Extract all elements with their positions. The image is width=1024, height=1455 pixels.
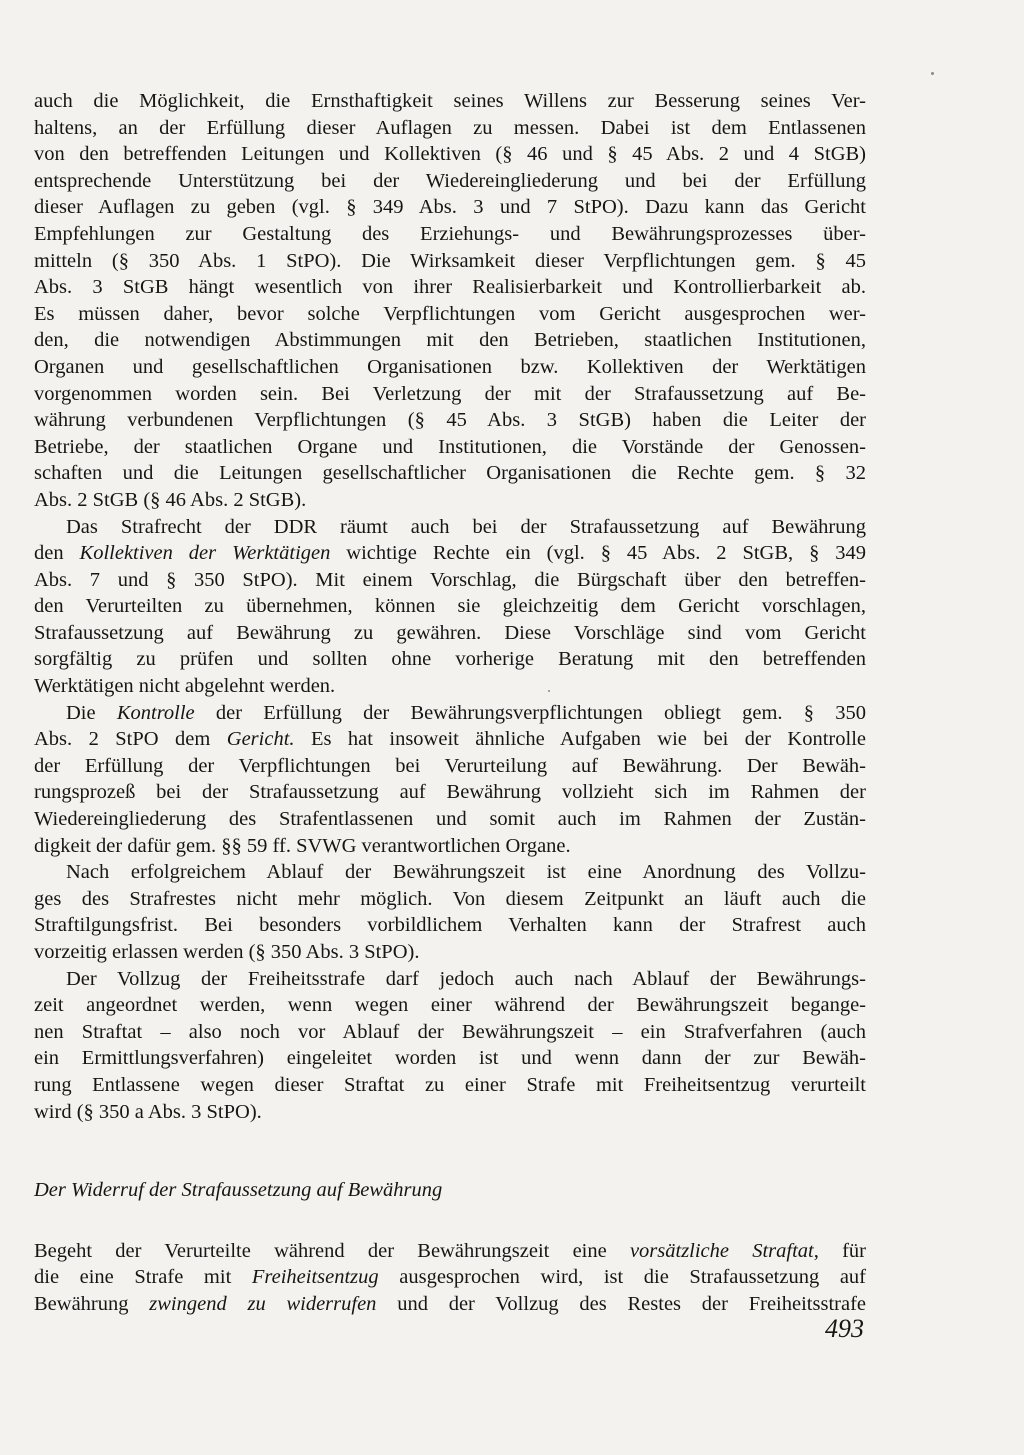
text-line	[34, 540, 866, 567]
text-run: ausgesprochen wird, ist die Strafaussetzung auf	[378, 1266, 866, 1289]
text-run: Abs. 2 StPO dem	[34, 728, 227, 751]
text-line: vorzeitig erlassen werden (§ 350 Abs. 3 StPO).	[34, 941, 420, 963]
text-line: sorgfältig zu prüfen und sollten ohne vorherige Beratung mit den betreffenden	[34, 648, 866, 671]
emphasis-text: Kollektiven der Werktätigen	[79, 542, 331, 565]
text-line: von den betreffenden Leitungen und Kollektiven (§ 46 und § 45 Abs. 2 und 4 StGB)	[34, 143, 866, 166]
emphasis-text: zwingend zu widerrufen	[149, 1292, 377, 1315]
text-line: zeit angeordnet werden, wenn wegen einer während der Bewährungszeit begange-	[34, 994, 866, 1017]
emphasis-text: Gericht.	[226, 728, 295, 751]
text-line: Abs. 2 StGB (§ 46 Abs. 2 StGB).	[34, 488, 307, 511]
text-line: digkeit der dafür gem. §§ 59 ff. SVWG verantwortlichen Organe.	[34, 834, 571, 857]
text-line: Organen und gesellschaftlichen Organisationen bzw. Kollektiven der Werktätigen	[34, 355, 866, 378]
text-line	[34, 1291, 866, 1318]
text-run: der Erfüllung der Bewährungsverpflichtungen obliegt gem. § 350	[194, 701, 866, 724]
text-run: Die	[66, 701, 117, 724]
text-line: Das Strafrecht der DDR räumt auch bei der Strafaussetzung auf Bewährung	[66, 515, 866, 538]
text-line: der Erfüllung der Verpflichtungen bei Verurteilung auf Bewährung. Der Bewäh-	[34, 754, 866, 777]
text-run: Es hat insoweit ähnliche Aufgaben wie bei der Kontrolle	[294, 728, 866, 751]
text-line: wird (§ 350 a Abs. 3 StPO).	[34, 1100, 262, 1123]
paragraph-final	[34, 1238, 866, 1318]
text-line: vorgenommen worden sein. Bei Verletzung der mit der Strafaussetzung auf Be-	[34, 382, 866, 405]
paragraph-4	[34, 859, 866, 965]
text-run: den	[34, 542, 80, 565]
text-line: Es müssen daher, bevor solche Verpflichtungen vom Gericht ausgesprochen wer-	[34, 302, 866, 325]
text-line: Nach erfolgreichem Ablauf der Bewährungszeit ist eine Anordnung des Vollzu-	[66, 861, 866, 884]
text-line: schaften und die Leitungen gesellschaftlicher Organisationen die Rechte gem. § 32	[34, 462, 866, 485]
text-line	[34, 1238, 866, 1265]
emphasis-text: Kontrolle	[116, 701, 195, 724]
text-line: rung Entlassene wegen dieser Straftat zu einer Strafe mit Freiheitsentzug verurteilt	[34, 1073, 866, 1096]
text-line: auch die Möglichkeit, die Ernsthaftigkeit seines Willens zur Besserung seines Ver-	[34, 90, 866, 112]
paragraph-2	[34, 514, 866, 700]
emphasis-text: Freiheitsentzug	[251, 1266, 379, 1289]
text-line	[34, 700, 866, 727]
text-line: währung verbundenen Verpflichtungen (§ 45 Abs. 3 StGB) haben die Leiter der	[34, 409, 866, 432]
text-line: rungsprozeß bei der Strafaussetzung auf Bewährung vollzieht sich im Rahmen der	[34, 781, 866, 804]
section-heading: Der Widerruf der Strafaussetzung auf Bewährung	[34, 1179, 443, 1202]
text-run: Begeht der Verurteilte während der Bewährungszeit eine	[34, 1239, 630, 1262]
text-line: den, die notwendigen Abstimmungen mit den Betrieben, staatlichen Institutionen,	[34, 329, 866, 352]
paragraph-5	[34, 966, 866, 1126]
paragraph-1	[34, 88, 866, 514]
text-line: ein Ermittlungsverfahren) eingeleitet worden ist und wenn dann der zur Bewäh-	[34, 1047, 866, 1070]
text-line: Werktätigen nicht abgelehnt werden.	[34, 675, 336, 698]
text-run: wichtige Rechte ein (vgl. § 45 Abs. 2 StGB, § 349	[330, 542, 866, 565]
text-line: Strafaussetzung auf Bewährung zu gewähren. Diese Vorschläge sind vom Gericht	[34, 621, 866, 644]
scan-speck	[931, 72, 934, 75]
text-run: die eine Strafe mit	[34, 1266, 252, 1289]
page-number: 493	[825, 1314, 864, 1343]
text-line: Betriebe, der staatlichen Organe und Institutionen, die Vorstände der Genossen-	[34, 435, 866, 458]
text-line: Abs. 7 und § 350 StPO). Mit einem Vorschlag, die Bürgschaft über den betreffen-	[34, 568, 866, 591]
text-line: Abs. 3 StGB hängt wesentlich von ihrer Realisierbarkeit und Kontrollierbarkeit ab.	[34, 276, 866, 299]
text-run: Bewährung	[34, 1292, 150, 1315]
page-body	[34, 88, 866, 1318]
text-line	[34, 726, 866, 753]
paragraph-3	[34, 700, 866, 860]
text-run: und der Vollzug des Restes der Freiheitsstrafe	[376, 1292, 866, 1315]
text-line: Empfehlungen zur Gestaltung des Erziehungs- und Bewährungsprozesses über-	[34, 222, 866, 245]
text-line: ges des Strafrestes nicht mehr möglich. Von diesem Zeitpunkt an läuft auch die	[34, 887, 866, 910]
text-line: mitteln (§ 350 Abs. 1 StPO). Die Wirksamkeit dieser Verpflichtungen gem. § 45	[34, 249, 866, 272]
emphasis-text: vorsätzliche Straftat	[629, 1239, 814, 1262]
text-line: Wiedereingliederung des Strafentlassenen und somit auch im Rahmen der Zustän-	[34, 808, 866, 831]
text-run: , für	[813, 1239, 866, 1262]
text-line: den Verurteilten zu übernehmen, können sie gleichzeitig dem Gericht vorschlagen,	[34, 595, 866, 618]
text-line: Straftilgungsfrist. Bei besonders vorbildlichem Verhalten kann der Strafrest auch	[34, 914, 866, 937]
text-line: haltens, an der Erfüllung dieser Auflagen zu messen. Dabei ist dem Entlassenen	[34, 116, 866, 139]
text-line: nen Straftat – also noch vor Ablauf der Bewährungszeit – ein Strafverfahren (auch	[34, 1020, 866, 1043]
text-line	[34, 1264, 866, 1291]
text-line: dieser Auflagen zu geben (vgl. § 349 Abs. 3 und 7 StPO). Dazu kann das Gericht	[34, 196, 866, 219]
text-line: entsprechende Unterstützung bei der Wiedereingliederung und bei der Erfüllung	[34, 169, 866, 192]
text-line: Der Vollzug der Freiheitsstrafe darf jedoch auch nach Ablauf der Bewährungs-	[66, 967, 866, 990]
scan-speck	[548, 690, 550, 692]
